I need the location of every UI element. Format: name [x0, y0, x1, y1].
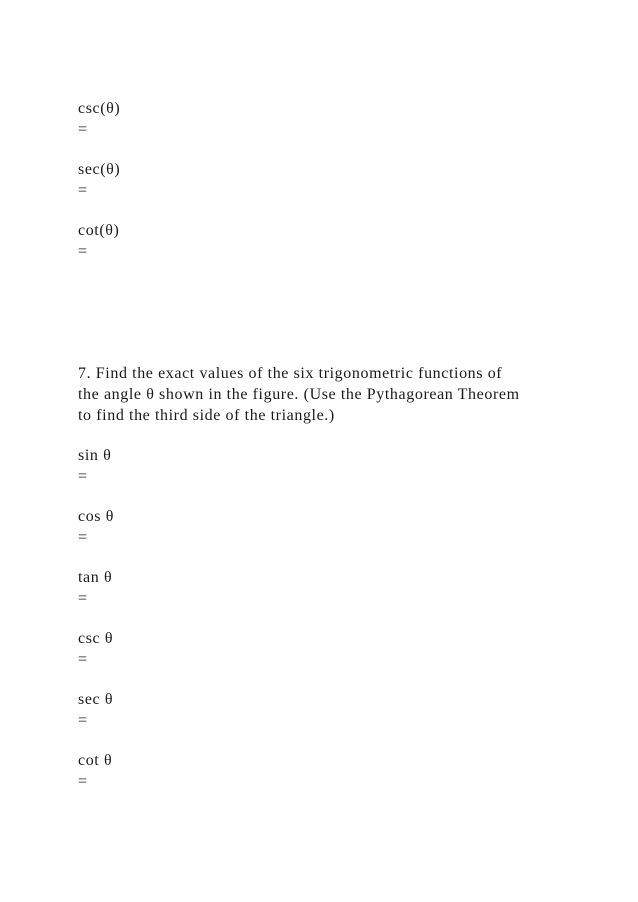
problem-7-line-2: the angle θ shown in the figure. (Use the Pythagorean Theorem: [78, 386, 520, 403]
sec-theta-label: sec θ: [78, 691, 114, 708]
csc-label: csc(θ): [78, 100, 121, 117]
cot-equals: =: [78, 243, 88, 260]
cos-label: cos θ: [78, 508, 114, 525]
sec-equals: =: [78, 182, 88, 199]
tan-label: tan θ: [78, 569, 113, 586]
problem-7-line-3: to find the third side of the triangle.): [78, 407, 335, 424]
cot-theta-label: cot θ: [78, 752, 113, 769]
sin-equals: =: [78, 468, 88, 485]
tan-equals: =: [78, 590, 88, 607]
sin-label: sin θ: [78, 447, 112, 464]
cos-equals: =: [78, 529, 88, 546]
cot-theta-equals: =: [78, 773, 88, 790]
csc-equals: =: [78, 121, 88, 138]
cot-label: cot(θ): [78, 222, 120, 239]
sec-label: sec(θ): [78, 161, 121, 178]
problem-7-line-1: 7. Find the exact values of the six trigonometric functions of: [78, 365, 503, 382]
sec-theta-equals: =: [78, 712, 88, 729]
csc-theta-label: csc θ: [78, 630, 114, 647]
csc-theta-equals: =: [78, 651, 88, 668]
